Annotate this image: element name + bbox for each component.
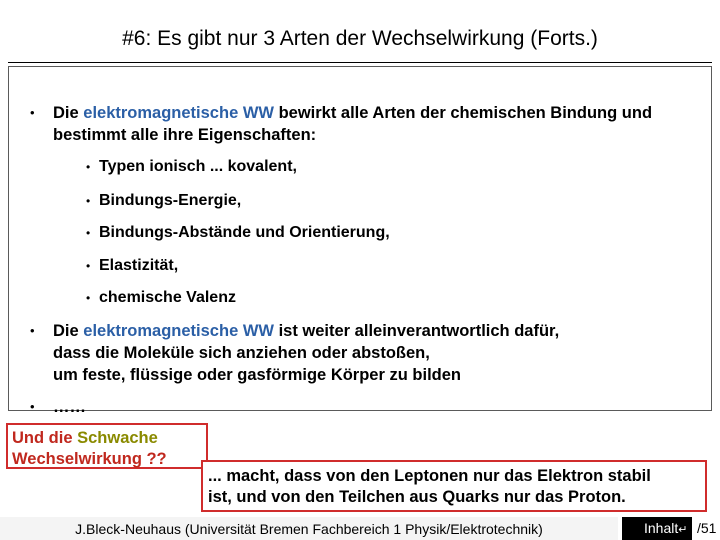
sub-bullet-dot: • — [86, 291, 91, 305]
sub-item-energy — [86, 191, 241, 211]
weak-interaction-box — [6, 423, 208, 469]
sub-item-distances — [86, 223, 390, 243]
sub-item-label: Elastizität, — [99, 257, 179, 274]
bullet-2-line2: dass die Moleküle sich anziehen oder abstoßen, — [53, 344, 430, 362]
bullet-2-pre: Die — [53, 322, 84, 340]
bullet-2 — [30, 320, 710, 386]
sub-bullet-dot: • — [86, 226, 91, 240]
bullet-2-line3: um feste, flüssige oder gasförmige Körper zu bilden — [53, 366, 461, 384]
sub-item-label: Typen ionisch ... kovalent, — [99, 158, 297, 175]
weak-line1-pre: Und die — [12, 429, 78, 447]
bullet-1 — [30, 102, 710, 146]
bullet-dot: • — [30, 399, 35, 414]
bullet-3 — [30, 396, 230, 418]
sub-item-label: Bindungs-Energie, — [99, 192, 242, 209]
bullet-1-pre: Die — [53, 104, 84, 122]
answer-line1: ... macht, dass von den Leptonen nur das Elektron stabil — [208, 467, 651, 485]
bullet-2-post: ist weiter alleinverantwortlich dafür, — [273, 322, 560, 340]
title-bar — [0, 0, 720, 62]
bullet-dot: • — [30, 323, 35, 338]
sub-bullet-dot: • — [86, 160, 91, 174]
bullet-1-line2: bestimmt alle ihre Eigenschaften: — [53, 126, 317, 144]
sub-bullet-dot: • — [86, 194, 91, 208]
page-number: /51 — [697, 520, 717, 536]
title-divider — [8, 62, 712, 63]
footer — [0, 517, 720, 540]
sub-bullet-dot: • — [86, 259, 91, 273]
bullet-1-accent: elektromagnetische WW — [83, 104, 274, 122]
weak-line2: Wechselwirkung ?? — [12, 450, 167, 468]
sub-item-types — [86, 157, 297, 177]
answer-box — [201, 460, 707, 512]
sub-item-elasticity — [86, 256, 178, 276]
contents-nav-label: Inhalt — [644, 520, 679, 536]
slide-title: #6: Es gibt nur 3 Arten der Wechselwirkung (Forts.) — [122, 27, 598, 50]
bullet-dot: • — [30, 105, 35, 120]
contents-nav-button[interactable] — [622, 517, 692, 540]
sub-item-label: Bindungs-Abstände und Orientierung, — [99, 224, 390, 241]
bullet-3-text: …… — [53, 398, 86, 416]
weak-line1-accent: Schwache — [77, 429, 158, 447]
bullet-1-post: bewirkt alle Arten der chemischen Bindung und — [273, 104, 653, 122]
bullet-2-accent: elektromagnetische WW — [83, 322, 274, 340]
sub-item-valence — [86, 288, 236, 308]
sub-item-label: chemische Valenz — [99, 289, 236, 306]
answer-line2: ist, und von den Teilchen aus Quarks nur das Proton. — [208, 488, 626, 506]
footer-author: J.Bleck-Neuhaus (Universität Bremen Fachbereich 1 Physik/Elektrotechnik) — [75, 521, 543, 537]
nav-arrow-icon: ↵ — [678, 524, 688, 536]
